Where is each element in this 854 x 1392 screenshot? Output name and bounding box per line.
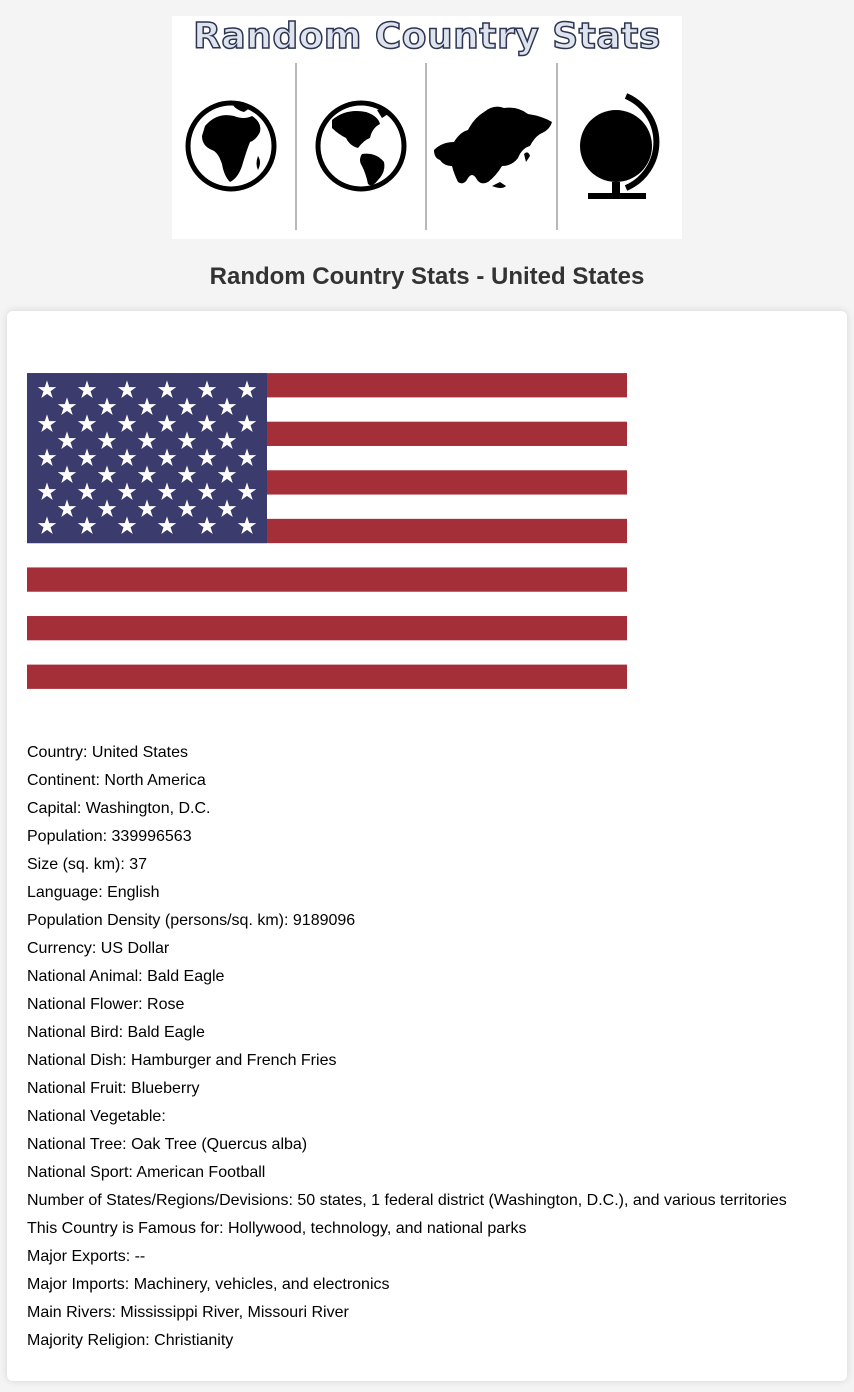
stat-value: Machinery, vehicles, and electronics (133, 1276, 390, 1293)
stat-label: National Sport (27, 1164, 129, 1181)
stat-value: 339996563 (111, 828, 192, 845)
stat-label: Capital (27, 800, 77, 817)
flag-stripe (27, 592, 627, 616)
stat-label: Population Density (persons/sq. km) (27, 912, 284, 929)
stat-row: National Fruit: Blueberry (27, 1080, 200, 1097)
flag-stripe (27, 640, 627, 664)
stat-row: Main Rivers: Mississippi River, Missouri River (27, 1304, 349, 1321)
stat-value: North America (104, 772, 206, 789)
stat-row: Country: United States (27, 744, 188, 761)
stat-value: Mississippi River, Missouri River (120, 1304, 349, 1321)
stat-value: Washington, D.C. (85, 800, 211, 817)
stat-row: Majority Religion: Christianity (27, 1332, 234, 1349)
stat-label: National Tree (27, 1136, 123, 1153)
stat-label: Majority Religion (27, 1332, 146, 1349)
stat-value: Hollywood, technology, and national parks (227, 1220, 527, 1237)
stat-value: Christianity (154, 1332, 234, 1349)
stat-label: National Dish (27, 1052, 123, 1069)
stat-value: American Football (136, 1164, 266, 1181)
stat-value: Rose (147, 996, 185, 1013)
united-states-flag (27, 373, 627, 689)
stat-value: Hamburger and French Fries (131, 1052, 337, 1069)
africa-globe-icon (188, 103, 274, 189)
stat-row: This Country is Famous for: Hollywood, technology, and national parks (27, 1220, 527, 1237)
asia-continent-icon (434, 107, 552, 188)
stat-label: National Fruit (27, 1080, 123, 1097)
stat-value: Bald Eagle (147, 968, 225, 985)
stat-label: Currency (27, 940, 92, 957)
stat-row: National Tree: Oak Tree (Quercus alba) (27, 1136, 308, 1153)
stat-label: National Bird (27, 1024, 119, 1041)
country-card (7, 311, 847, 1381)
stat-label: National Animal (27, 968, 139, 985)
banner-title: Random Country Stats (193, 16, 661, 57)
stat-label: Main Rivers (27, 1304, 112, 1321)
desk-globe-icon (580, 96, 656, 199)
stat-label: Major Exports (27, 1248, 126, 1265)
stats-list (27, 739, 837, 1355)
banner-image (172, 16, 682, 239)
stat-row: Population: 339996563 (27, 828, 192, 845)
stat-row: Major Exports: -- (27, 1248, 146, 1265)
stat-row: Language: English (27, 884, 160, 901)
stat-label: National Flower (27, 996, 139, 1013)
stat-row: Population Density (persons/sq. km): 9189096 (27, 912, 356, 929)
stat-label: This Country is Famous for (27, 1220, 220, 1237)
stat-row: Currency: US Dollar (27, 940, 170, 957)
stat-value: United States (91, 744, 188, 761)
stat-value: Bald Eagle (127, 1024, 205, 1041)
stat-label: Continent (27, 772, 96, 789)
stat-row: Major Imports: Machinery, vehicles, and electronics (27, 1276, 390, 1293)
page-title: Random Country Stats - United States (209, 263, 645, 290)
stat-label: National Vegetable (27, 1108, 162, 1125)
americas-globe-icon (318, 103, 404, 189)
stat-label: Country (27, 744, 84, 761)
stat-row: National Sport: American Football (27, 1164, 266, 1181)
stat-value: 50 states, 1 federal district (Washington, D.C.), and various territories (297, 1192, 787, 1209)
stat-value: -- (134, 1248, 146, 1265)
stat-value: US Dollar (100, 940, 170, 957)
stat-value: Blueberry (131, 1080, 200, 1097)
stat-row: National Vegetable: (27, 1108, 166, 1125)
stat-row: Continent: North America (27, 772, 206, 789)
stat-value: 9189096 (292, 912, 356, 929)
stat-value: Oak Tree (Quercus alba) (131, 1136, 308, 1153)
stat-label: Number of States/Regions/Devisions (27, 1192, 289, 1209)
stat-row: National Bird: Bald Eagle (27, 1024, 205, 1041)
stat-row: Number of States/Regions/Devisions: 50 states, 1 federal district (Washington, D.C.), and various territories (27, 1192, 787, 1209)
stat-label: Major Imports (27, 1276, 125, 1293)
stat-row: Capital: Washington, D.C. (27, 800, 211, 817)
stat-value: 37 (129, 856, 148, 873)
stat-row: National Dish: Hamburger and French Fries (27, 1052, 337, 1069)
stat-value: English (107, 884, 160, 901)
stat-row: National Animal: Bald Eagle (27, 968, 225, 985)
stat-label: Size (sq. km) (27, 856, 121, 873)
stat-label: Language (27, 884, 99, 901)
stat-row: Size (sq. km): 37 (27, 856, 148, 873)
stat-row: National Flower: Rose (27, 996, 185, 1013)
flag-stripe (27, 543, 627, 567)
stat-label: Population (27, 828, 103, 845)
